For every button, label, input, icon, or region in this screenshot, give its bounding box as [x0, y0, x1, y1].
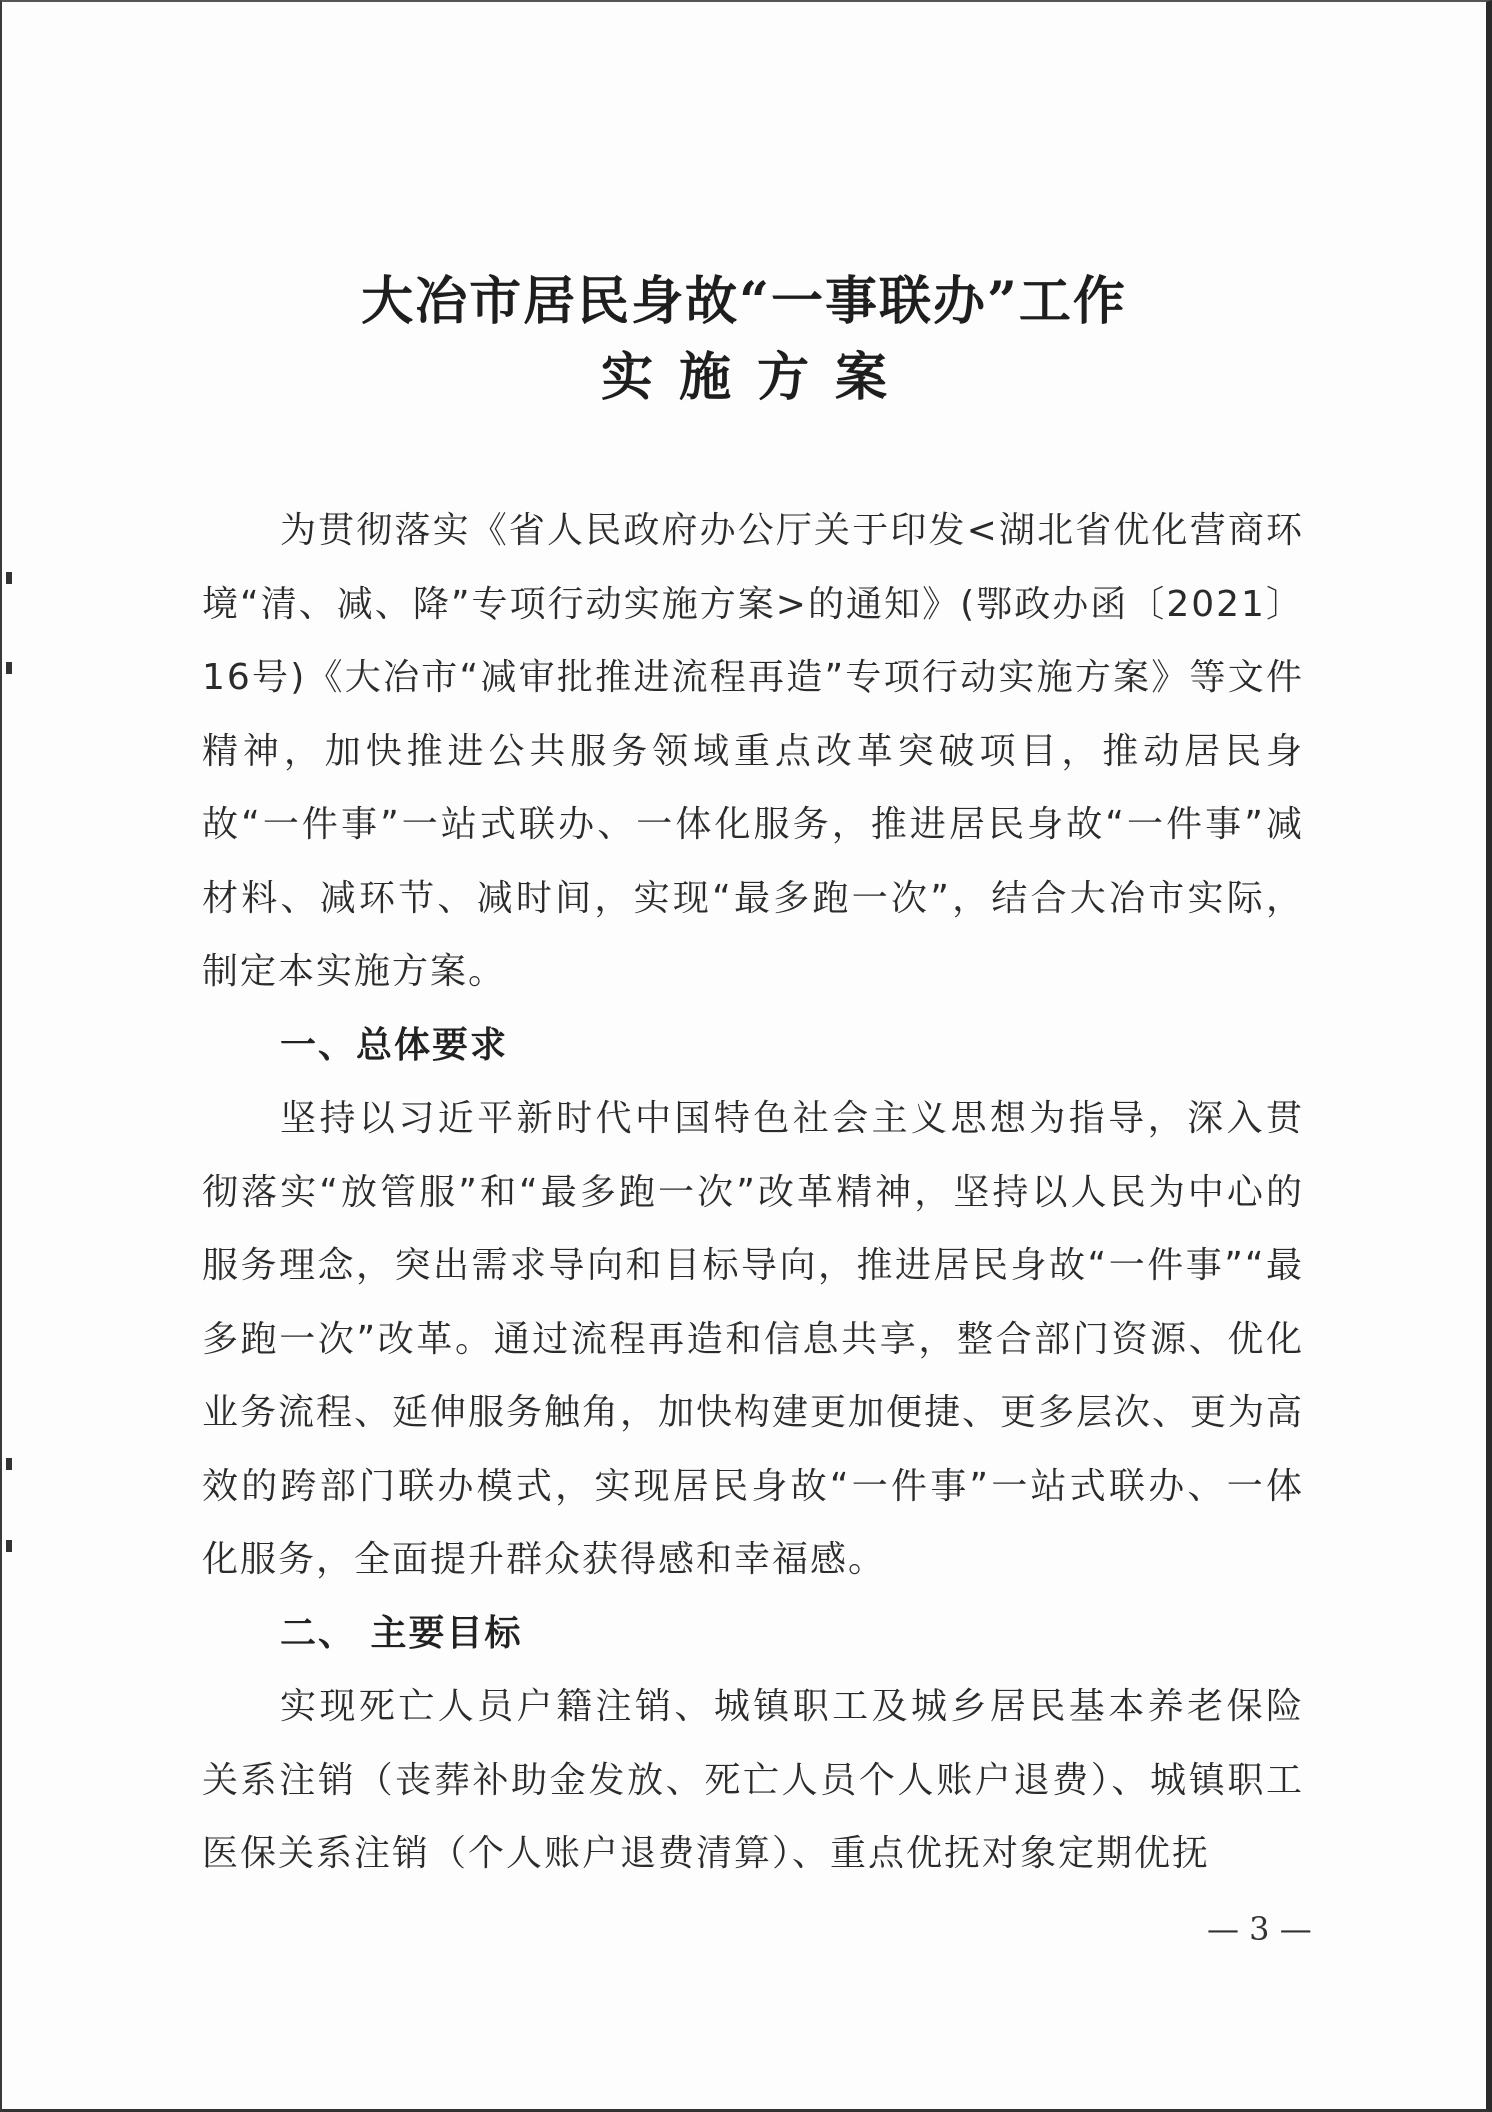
title-line-2: 实施方案: [600, 347, 913, 408]
intro-paragraph: 为贯彻落实《省人民政府办公厅关于印发<湖北省优化营商环境“清、减、降”专项行动实施方案>的通知》(鄂政办函〔2021〕16号)《大冶市“减审批推进流程再造”专项行动实施方案》等文件精神，加快推进公共服务领域重点改革突破项目，推动居民身故“一件事”一站式联办、一体化服务，推进居民身故“一件事”减材料、减环节、减时间，实现“最多跑一次”，结合大冶市实际，制定本实施方案。: [202, 510, 1304, 992]
binding-hole-mark: [6, 662, 12, 674]
document-title: [2, 264, 1486, 416]
title-line-1: 大冶市居民身故“一事联办”工作: [361, 271, 1127, 332]
section-heading-general-requirements: 一、总体要求: [280, 1024, 509, 1066]
section-heading-main-goals: 二、 主要目标: [280, 1612, 523, 1654]
binding-hole-mark: [6, 1458, 12, 1470]
general-requirements-paragraph: 坚持以习近平新时代中国特色社会主义思想为指导，深入贯彻落实“放管服”和“最多跑一次”改革精神，坚持以人民为中心的服务理念，突出需求导向和目标导向，推进居民身故“一件事”“最多跑一次”改革。通过流程再造和信息共享，整合部门资源、优化业务流程、延伸服务触角，加快构建更加便捷、更多层次、更为高效的跨部门联办模式，实现居民身故“一件事”一站式联办、一体化服务，全面提升群众获得感和幸福感。: [202, 1098, 1305, 1580]
binding-hole-mark: [6, 572, 12, 584]
main-goals-paragraph: 实现死亡人员户籍注销、城镇职工及城乡居民基本养老保险关系注销（丧葬补助金发放、死亡人员个人账户退费）、城镇职工医保关系注销（个人账户退费清算）、重点优抚对象定期优抚: [202, 1686, 1304, 1874]
page-number: — 3 —: [1207, 1910, 1312, 1948]
binding-hole-mark: [6, 1540, 12, 1552]
document-body: [202, 494, 1304, 1891]
